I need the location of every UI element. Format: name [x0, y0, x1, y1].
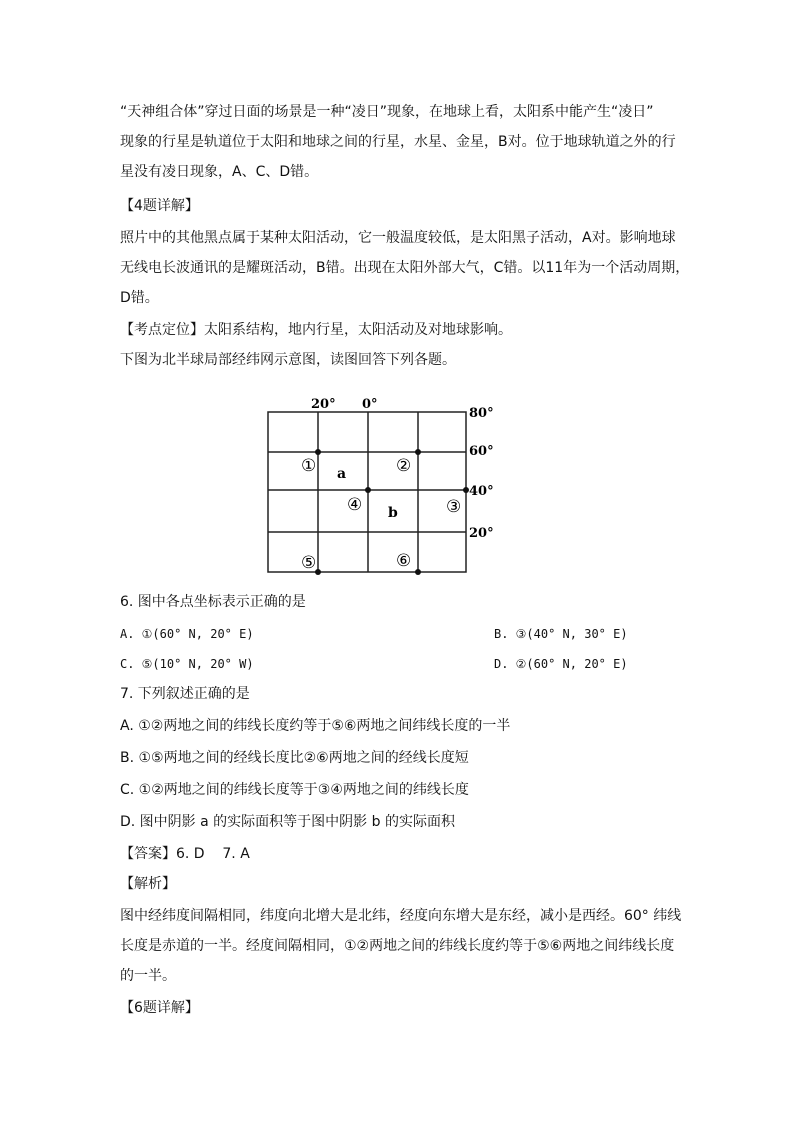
graticule-diagram [255, 392, 515, 582]
paragraph-line: “天神组合体”穿过日面的场景是一种“凌日”现象，在地球上看，太阳系中能产生“凌日” [120, 104, 654, 120]
q6-option-d: D. ②(60° N, 20° E) [494, 657, 628, 671]
point-2: ② [396, 456, 412, 476]
paragraph-line: 现象的行星是轨道位于太阳和地球之间的行星，水星、金星，B对。位于地球轨道之外的行 [120, 134, 676, 150]
point-6: ⑥ [396, 551, 412, 571]
kaodian-line: 【考点定位】太阳系结构，地内行星，太阳活动及对地球影响。 [120, 322, 512, 338]
lon-label-0: 0° [362, 397, 378, 412]
analysis-heading: 【解析】 [120, 876, 176, 892]
paragraph-line: D错。 [120, 290, 159, 306]
q6-option-a: A. ①(60° N, 20° E) [120, 627, 254, 641]
point-4: ④ [347, 495, 363, 515]
paragraph-line: 无线电长波通讯的是耀斑活动，B错。出现在太阳外部大气，C错。以11年为一个活动周期， [120, 260, 690, 276]
q6-option-c: C. ⑤(10° N, 20° W) [120, 657, 254, 671]
lat-label-40: 40° [469, 484, 494, 499]
q6-option-b: B. ③(40° N, 30° E) [494, 627, 628, 641]
q7-option-b: B. ①⑤两地之间的经线长度比②⑥两地之间的经线长度短 [120, 750, 469, 766]
area-a: a [337, 466, 347, 482]
lon-label-20: 20° [311, 397, 336, 412]
paragraph-line: 照片中的其他黑点属于某种太阳活动，它一般温度较低，是太阳黑子活动，A对。影响地球 [120, 230, 676, 246]
lat-label-80: 80° [469, 406, 494, 421]
q7-option-d: D. 图中阴影 a 的实际面积等于图中阴影 b 的实际面积 [120, 814, 455, 830]
area-b: b [388, 505, 398, 521]
analysis-line: 图中经纬度间隔相同，纬度向北增大是北纬，经度向东增大是东经，减小是西经。60° 纬线 [120, 908, 682, 924]
point-1: ① [301, 456, 317, 476]
lat-label-20: 20° [469, 526, 494, 541]
q7-stem: 7. 下列叙述正确的是 [120, 686, 250, 702]
q7-option-c: C. ①②两地之间的纬线长度等于③④两地之间的纬线长度 [120, 782, 469, 798]
paragraph-line: 星没有凌日现象，A、C、D错。 [120, 164, 319, 180]
section-heading: 【4题详解】 [120, 198, 199, 214]
q6-option-row [120, 624, 680, 644]
lat-label-60: 60° [469, 444, 494, 459]
q7-option-a: A. ①②两地之间的纬线长度约等于⑤⑥两地之间纬线长度的一半 [120, 718, 511, 734]
figure-intro: 下图为北半球局部经纬网示意图，读图回答下列各题。 [120, 352, 456, 368]
section-heading: 【6题详解】 [120, 1000, 199, 1016]
analysis-line: 长度是赤道的一半。经度间隔相同，①②两地之间的纬线长度约等于⑤⑥两地之间纬线长度 [120, 938, 675, 954]
analysis-line: 的一半。 [120, 968, 176, 984]
q6-stem: 6. 图中各点坐标表示正确的是 [120, 594, 306, 610]
q6-option-row [120, 654, 680, 674]
point-5: ⑤ [301, 553, 317, 573]
graticule-figure [255, 392, 515, 582]
point-3: ③ [446, 497, 462, 517]
answer-line: 【答案】6. D 7. A [120, 846, 250, 862]
